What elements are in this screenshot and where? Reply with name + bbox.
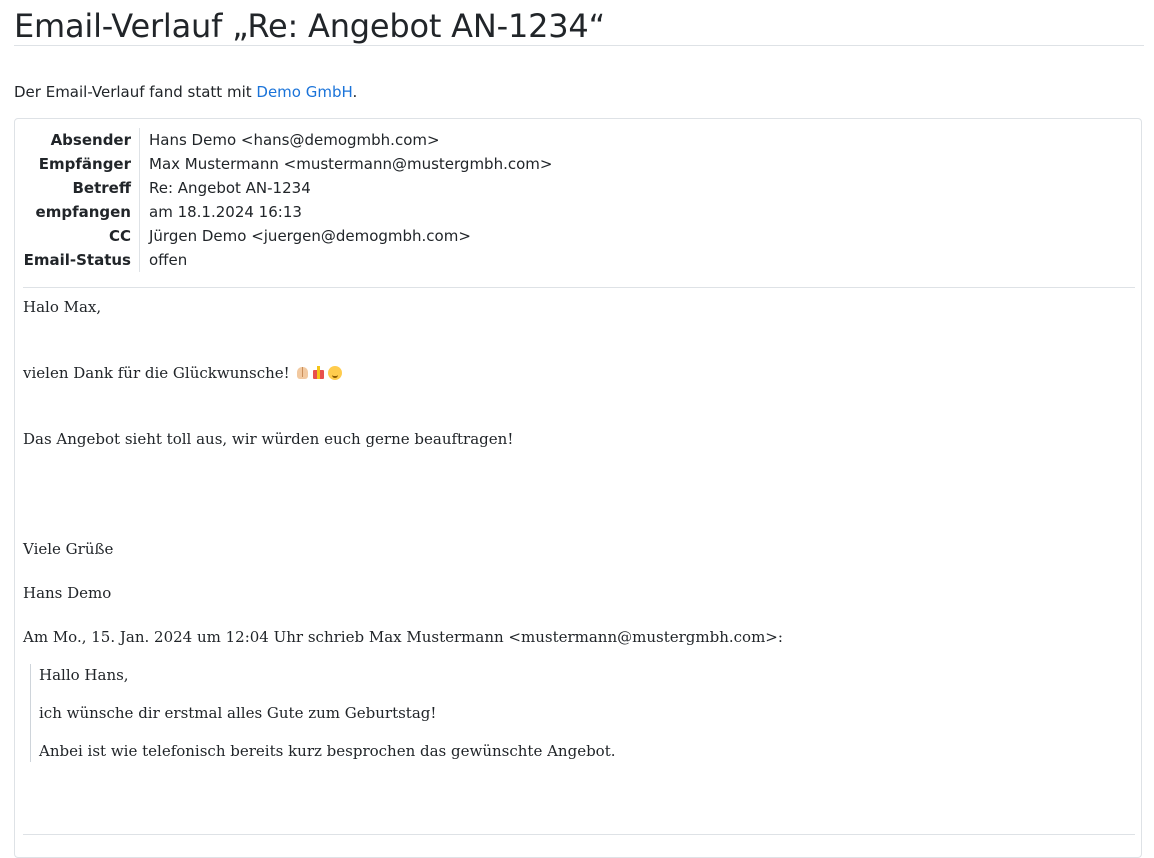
recipient-value: Max Mustermann <mustermann@mustergmbh.com> xyxy=(149,155,553,173)
email-body xyxy=(23,296,1133,762)
body-thanks xyxy=(23,362,1133,384)
company-link[interactable]: Demo GmbH xyxy=(256,83,353,101)
subject-label: Betreff xyxy=(23,176,140,200)
subject-value: Re: Angebot AN-1234 xyxy=(149,179,311,197)
gift-icon xyxy=(311,365,326,380)
body-thanks-text: vielen Dank für die Glückwunsche! xyxy=(23,364,295,382)
thread-intro xyxy=(14,82,1144,102)
quote-header: Am Mo., 15. Jan. 2024 um 12:04 Uhr schrieb Max Mustermann <mustermann@mustergmbh.com>: xyxy=(23,628,783,646)
quoted-message xyxy=(30,664,1133,762)
status-label: Email-Status xyxy=(23,248,140,272)
footer-divider xyxy=(23,834,1135,835)
quoted-line-2: Anbei ist wie telefonisch bereits kurz besprochen das gewünschte Angebot. xyxy=(39,742,616,760)
smile-icon xyxy=(327,365,342,380)
received-label: empfangen xyxy=(23,200,140,224)
body-closing: Viele Grüße xyxy=(23,540,114,558)
meta-divider xyxy=(23,287,1135,288)
email-meta-table xyxy=(23,128,1133,272)
intro-suffix: . xyxy=(352,83,358,101)
page-title: Email-Verlauf „Re: Angebot AN-1234“ xyxy=(14,0,1144,46)
email-thread-page xyxy=(14,0,1144,760)
intro-text: Der Email-Verlauf fand statt mit xyxy=(14,83,257,101)
body-offer: Das Angebot sieht toll aus, wir würden euch gerne beauftragen! xyxy=(23,430,514,448)
email-card xyxy=(14,118,1142,858)
quoted-line-1: ich wünsche dir erstmal alles Gute zum Geburtstag! xyxy=(39,704,437,722)
sender-label: Absender xyxy=(23,128,140,152)
sender-value: Hans Demo <hans@demogmbh.com> xyxy=(149,131,440,149)
cc-label: CC xyxy=(23,224,140,248)
quoted-greeting: Hallo Hans, xyxy=(39,666,129,684)
status-value: offen xyxy=(149,251,188,269)
body-greeting: Halo Max, xyxy=(23,298,102,316)
recipient-label: Empfänger xyxy=(23,152,140,176)
folded-hands-icon xyxy=(295,365,310,380)
cc-value: Jürgen Demo <juergen@demogmbh.com> xyxy=(149,227,471,245)
body-signature: Hans Demo xyxy=(23,584,112,602)
received-value: am 18.1.2024 16:13 xyxy=(149,203,302,221)
